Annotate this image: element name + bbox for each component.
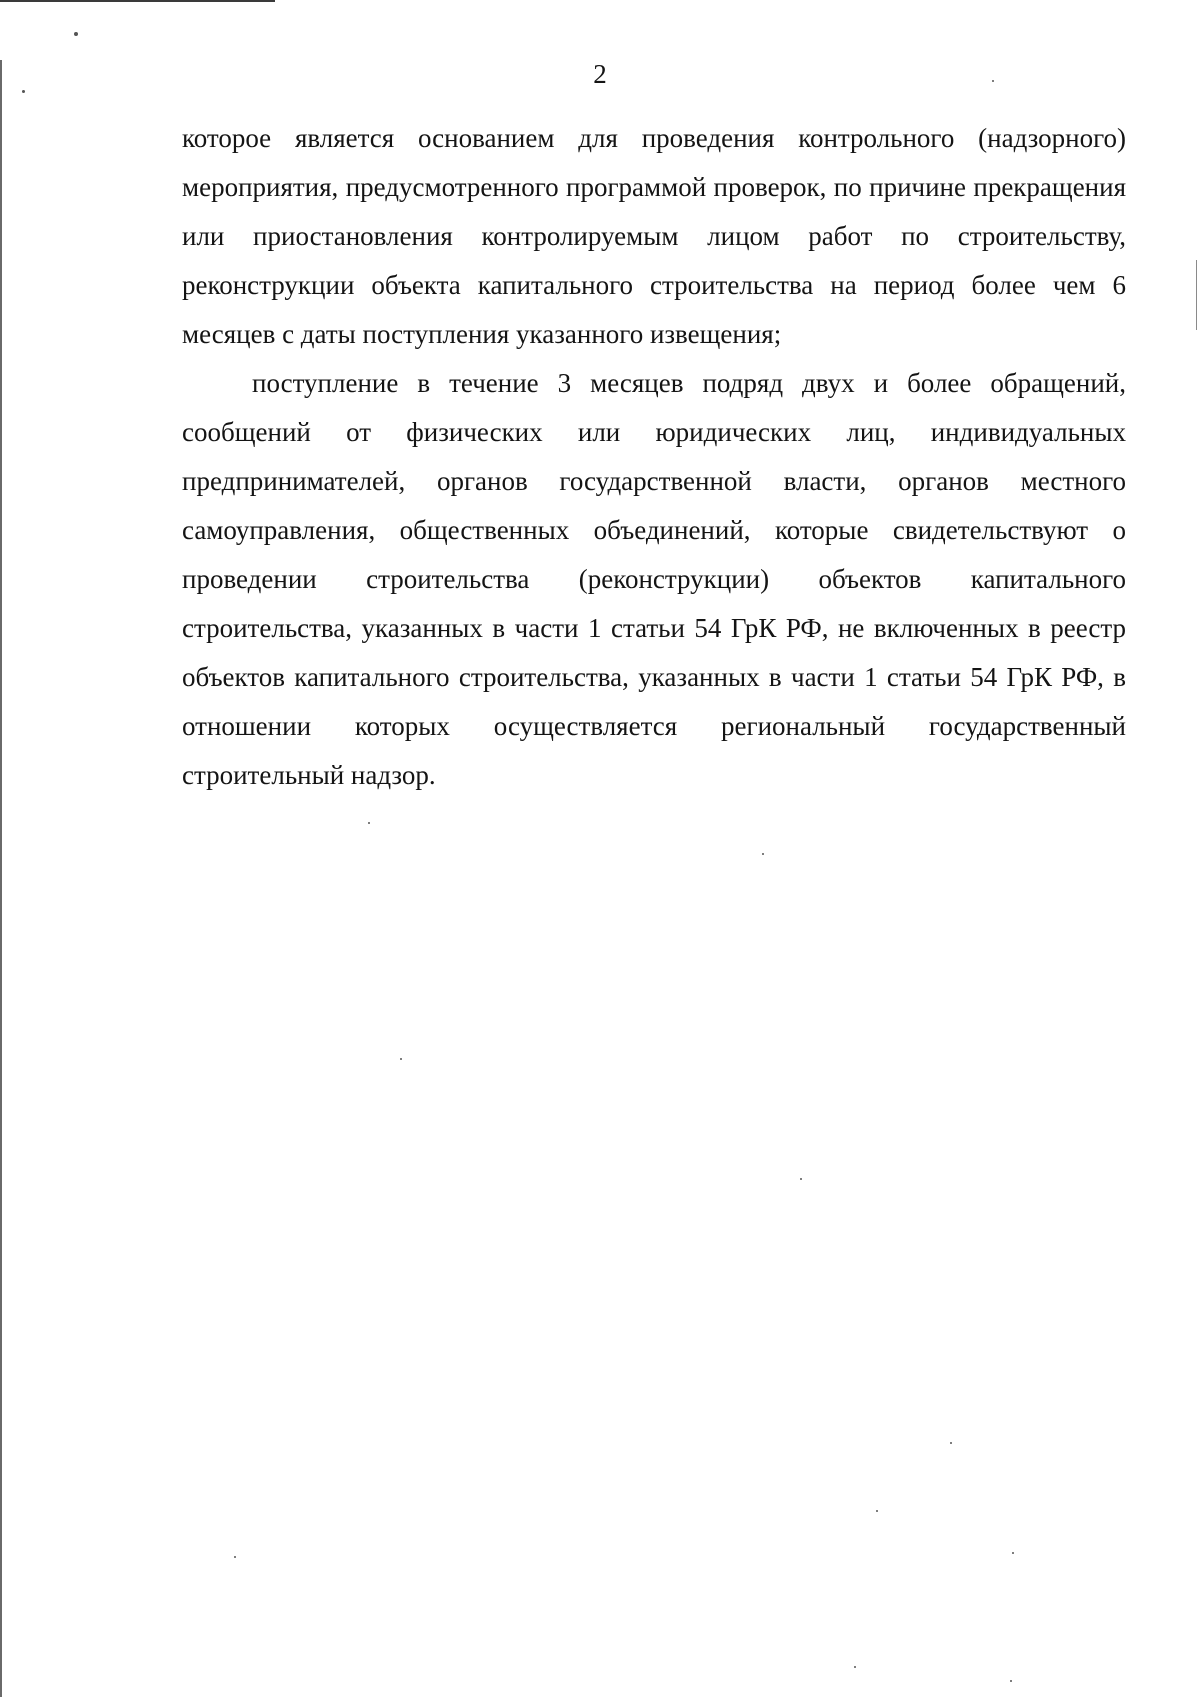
paragraph: которое является основанием для проведения контрольного (надзорного) мероприятия, предусмотренного программой проверок, по причине прекращения или приостановления контролируемым лицом работ по строительству, реконструкции объекта капитального строительства на период более чем 6 месяцев с даты поступления указанного извещения; <box>182 123 1126 349</box>
paragraph: поступление в течение 3 месяцев подряд двух и более обращений, сообщений от физических или юридических лиц, индивидуальных предпринимателей, органов государственной власти, органов местного самоуправления, общественных объединений, которые свидетельствуют о проведении строительства (реконструкции) объектов капитального строительства, указанных в части 1 статьи 54 ГрК РФ, не включенных в реестр объектов капитального строительства, указанных в части 1 статьи 54 ГрК РФ, в отношении которых осуществляется региональный государственный строительный надзор. <box>182 368 1126 790</box>
page-number: 2 <box>593 59 607 89</box>
scan-speck <box>1012 1552 1014 1554</box>
scan-speck <box>854 1666 856 1668</box>
scan-edge-right <box>1196 260 1197 330</box>
scan-speck <box>876 1510 878 1512</box>
scan-edge-top <box>0 0 275 2</box>
scan-speck <box>1010 1680 1012 1682</box>
scan-edge-left <box>0 60 2 1697</box>
scan-speck <box>762 853 764 855</box>
scan-speck <box>800 1178 802 1180</box>
scan-speck <box>368 822 370 824</box>
scan-speck <box>400 1058 402 1060</box>
scan-speck <box>22 90 25 93</box>
scan-speck <box>234 1556 236 1558</box>
document-body <box>182 114 1126 800</box>
scan-speck <box>950 1442 952 1444</box>
scan-speck <box>74 32 78 36</box>
